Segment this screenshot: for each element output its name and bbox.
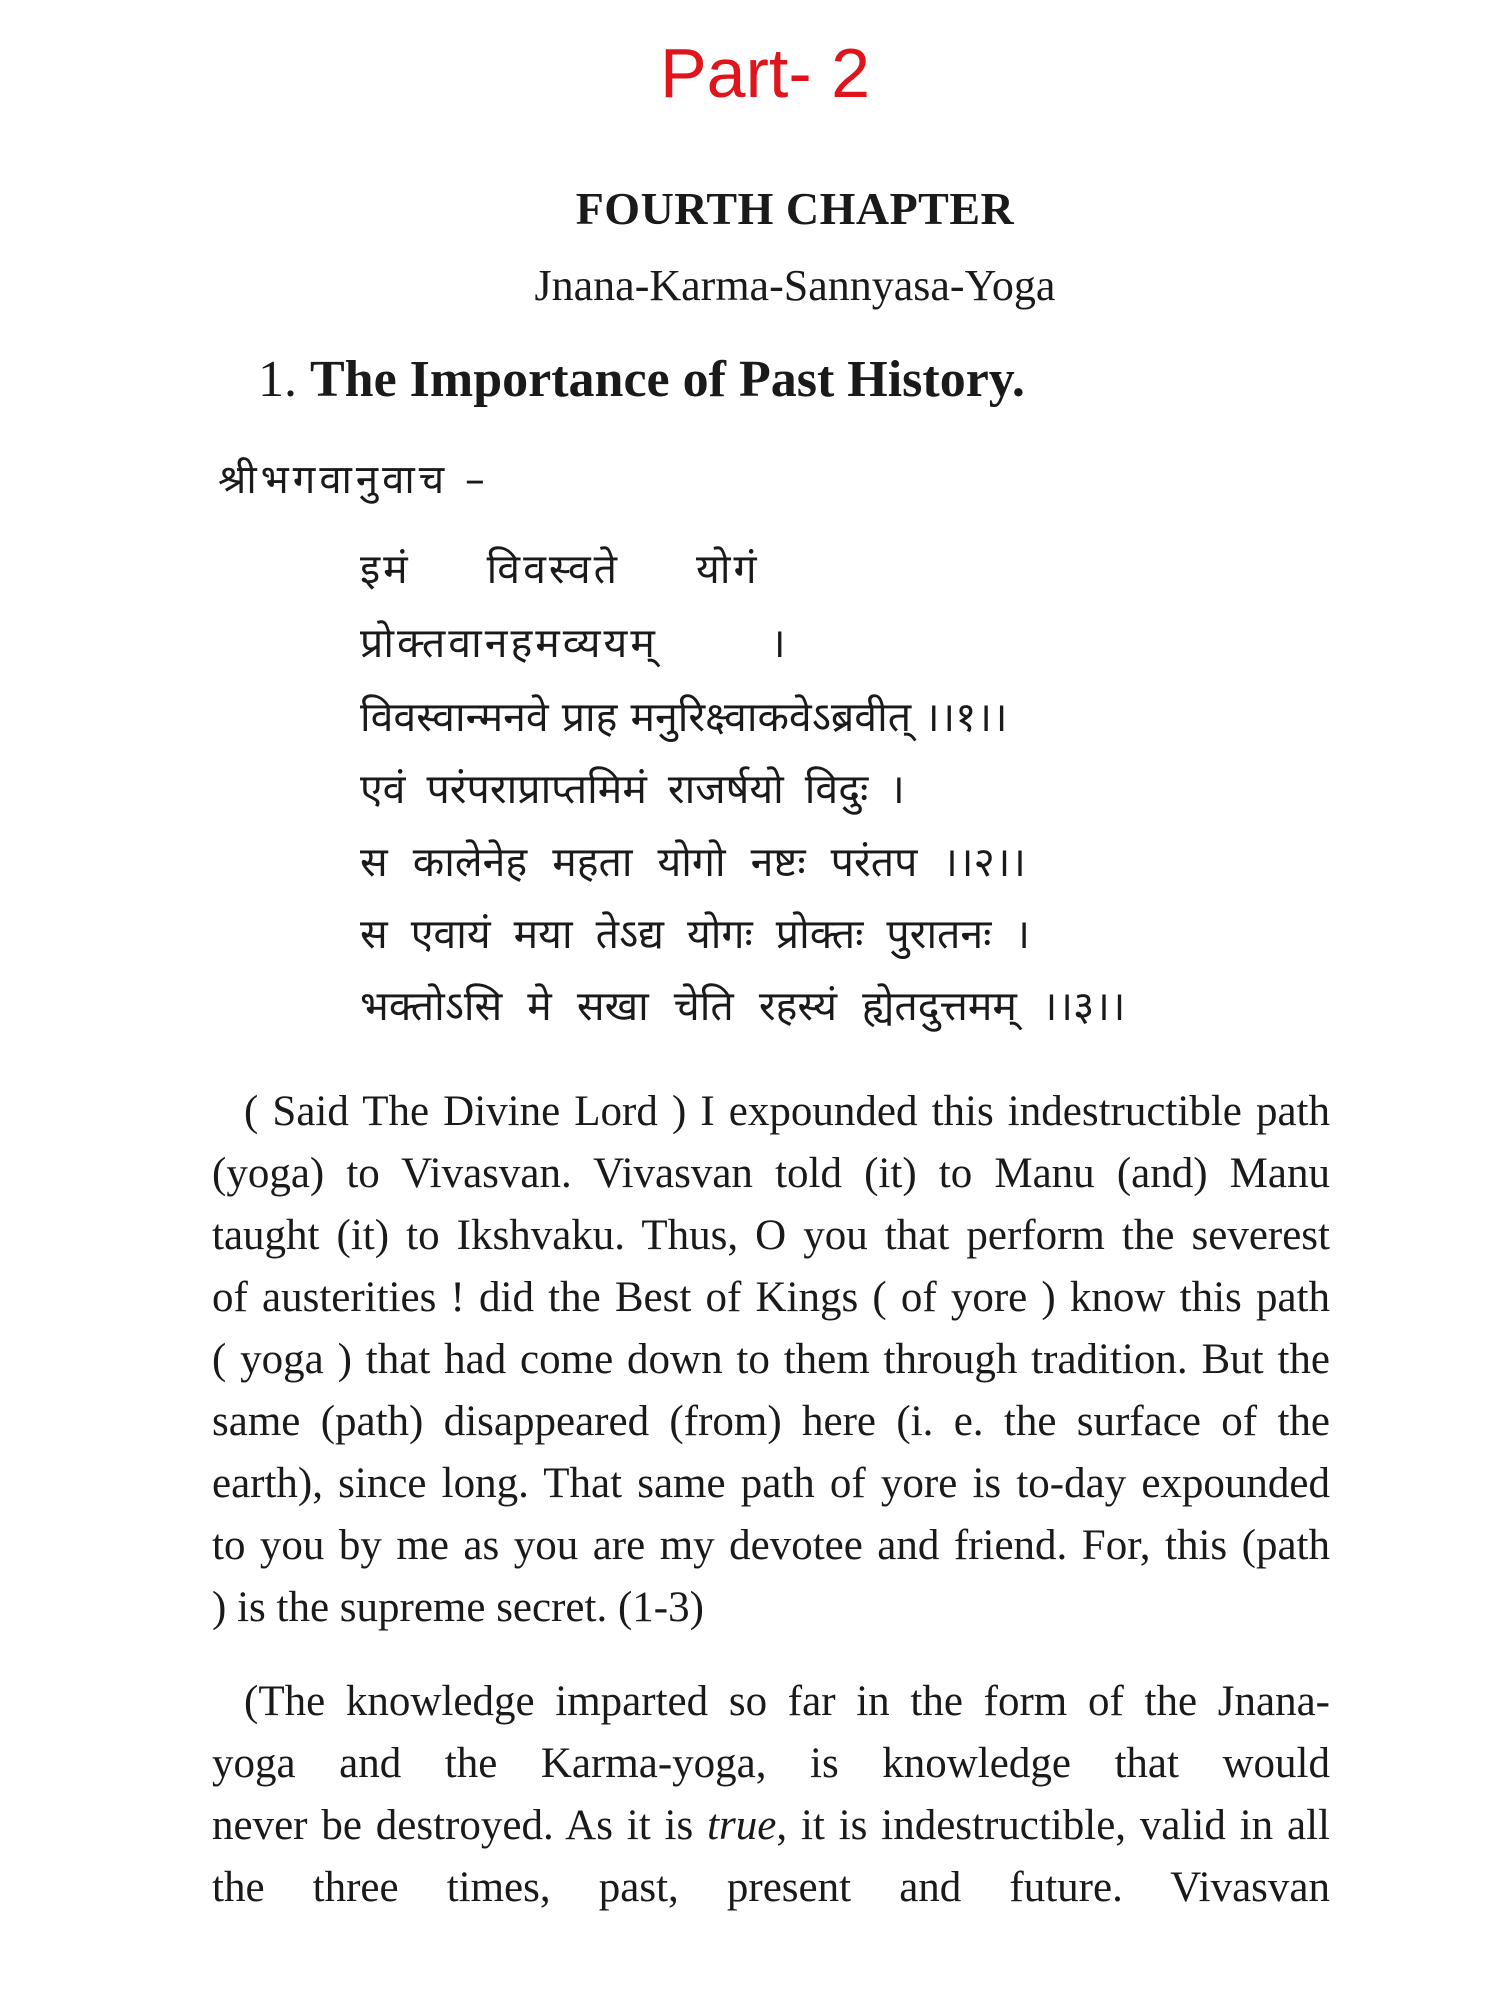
translation-line: ( Said The Divine Lord ) I expounded this indestructible path bbox=[244, 1088, 1330, 1135]
speaker-line: श्रीभगवानुवाच – bbox=[218, 457, 489, 503]
translation-line: taught (it) to Ikshvaku. Thus, O you that perform the severest bbox=[212, 1212, 1330, 1259]
commentary-emphasis: true bbox=[707, 1802, 777, 1849]
verse-line: इमं विवस्वते योगं bbox=[360, 545, 760, 593]
translation-line: ) is the supreme secret. (1-3) bbox=[212, 1584, 704, 1631]
section-title: The Importance of Past History. bbox=[310, 351, 1025, 408]
translation-line: earth), since long. That same path of yore is to-day expounded bbox=[212, 1460, 1330, 1507]
part-label: Part- 2 bbox=[659, 34, 871, 112]
commentary-line: (The knowledge imparted so far in the form of the Jnana- bbox=[244, 1678, 1330, 1725]
verse-line: स एवायं मया तेऽद्य योगः प्रोक्तः पुरातनः । bbox=[360, 910, 1031, 958]
chapter-subtitle: Jnana-Karma-Sannyasa-Yoga bbox=[534, 261, 1056, 310]
commentary-text: never be destroyed. As it is bbox=[212, 1802, 708, 1849]
commentary-line: yoga and the Karma-yoga, is knowledge that would bbox=[212, 1740, 1330, 1787]
verse-line: एवं परंपराप्राप्तमिमं राजर्षयो विदुः । bbox=[360, 765, 905, 813]
verse-line: स कालेनेह महता योगो नष्टः परंतप ।।२।। bbox=[360, 838, 1026, 886]
verse-line: प्रोक्तवानहमव्ययम् । bbox=[360, 619, 789, 667]
translation-line: (yoga) to Vivasvan. Vivasvan told (it) to Manu (and) Manu bbox=[212, 1150, 1330, 1197]
section-number: 1. bbox=[258, 351, 297, 408]
section-heading bbox=[258, 351, 1025, 408]
translation-line: of austerities ! did the Best of Kings ( of yore ) know this path bbox=[212, 1274, 1330, 1321]
verse-line: विवस्वान्मनवे प्राह मनुरिक्ष्वाकवेऽब्रवीत् ।।१।। bbox=[360, 693, 1008, 741]
verse-line: भक्तोऽसि मे सखा चेति रहस्यं ह्येतदुत्तमम् ।।३।। bbox=[360, 982, 1126, 1030]
translation-line: same (path) disappeared (from) here (i. e. the surface of the bbox=[212, 1398, 1330, 1445]
commentary-text: , it is indestructible, valid in all bbox=[776, 1802, 1330, 1849]
translation-line: ( yoga ) that had come down to them through tradition. But the bbox=[212, 1336, 1330, 1383]
commentary-line: the three times, past, present and future. Vivasvan bbox=[212, 1864, 1330, 1911]
translation-line: to you by me as you are my devotee and friend. For, this (path bbox=[212, 1522, 1330, 1569]
chapter-title: FOURTH CHAPTER bbox=[575, 183, 1015, 234]
commentary-line bbox=[212, 1804, 1330, 1847]
